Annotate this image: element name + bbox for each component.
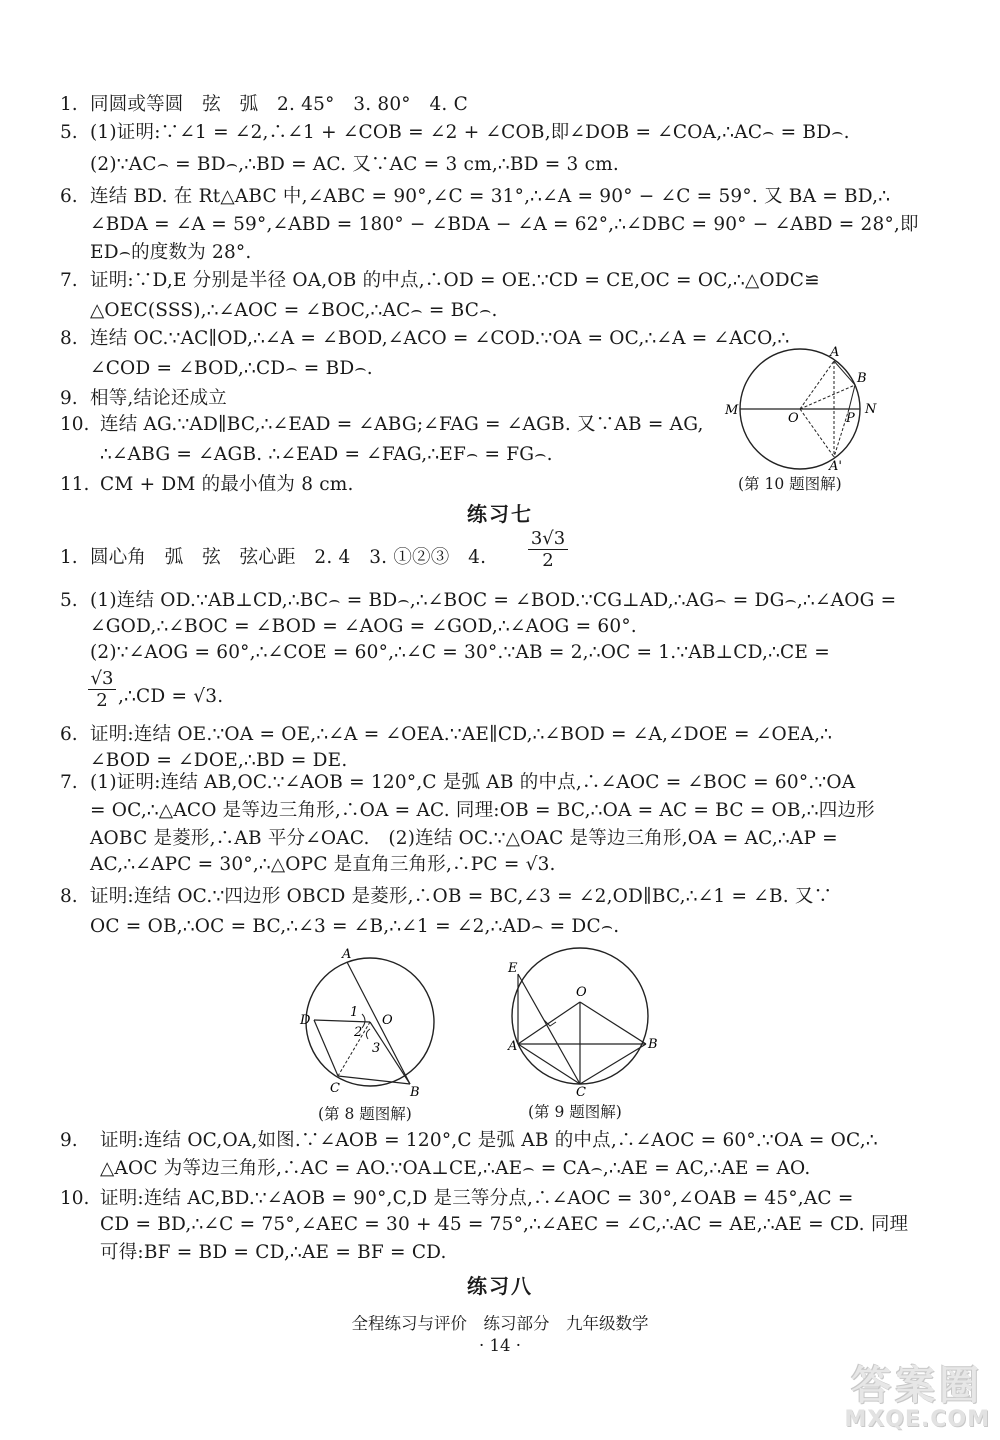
answer-line: AOBC 是菱形,∴AB 平分∠OAC. (2)连结 OC.∵△OAC 是等边三角形,OA = AC,∴AP =	[90, 828, 838, 849]
fraction-numerator: 3√3	[530, 528, 566, 549]
fraction-denominator: 2	[528, 549, 568, 571]
fraction-answer	[528, 528, 568, 571]
footer-book-title: 全程练习与评价 练习部分 九年级数学	[351, 1314, 649, 1333]
item-number: 5.	[60, 122, 78, 143]
item-number: 9.	[60, 388, 78, 409]
answer-line: 可得:BF = BD = CD,∴AE = BF = CD.	[100, 1242, 447, 1263]
item-number: 6.	[60, 186, 78, 207]
item-number: 1.	[60, 547, 78, 568]
fig9-label-c: C	[576, 1085, 586, 1100]
fig10-label-n: N	[865, 402, 877, 417]
answer-line: 连结 AG.∵AD∥BC,∴∠EAD = ∠ABG;∠FAG = ∠AGB. 又∵AB = AG,	[100, 414, 704, 435]
fig10-label-p: P	[846, 411, 855, 426]
watermark-url: MXQE.COM	[844, 1407, 990, 1432]
answer-line: (1)连结 OD.∵AB⊥CD,∴BC⌢ = BD⌢,∴∠BOC = ∠BOD.∵CG⊥AD,∴AG⌢ = DG⌢,∴∠AOG =	[90, 590, 897, 611]
fig9-label-b: B	[648, 1037, 658, 1052]
answer-line: 圆心角 弧 弦 弦心距 2. 4 3. ①②③ 4.	[90, 547, 487, 568]
figure-problem-10	[722, 340, 882, 480]
item-number: 7.	[60, 270, 78, 291]
answer-line: △OEC(SSS),∴∠AOC = ∠BOC,∴AC⌢ = BC⌢.	[90, 300, 498, 321]
fig8-label-2: 2	[354, 1025, 363, 1040]
fig10-label-m: M	[725, 403, 739, 418]
answer-line: CM + DM 的最小值为 8 cm.	[100, 474, 354, 495]
answer-line: CD = BD,∴∠C = 75°,∠AEC = 30 + 45 = 75°,∴∠AEC = ∠C,∴AC = AE,∴AE = CD. 同理	[100, 1214, 909, 1235]
answer-line: ,∴CD = √3.	[118, 686, 224, 707]
fig10-label-a: A	[830, 345, 840, 360]
answer-line: = OC,∴△ACO 是等边三角形,∴OA = AC. 同理:OB = BC,∴OA = AC = BC = OB,∴四边形	[90, 800, 875, 821]
answer-line: 证明:连结 OC,OA,如图.∵∠AOB = 120°,C 是弧 AB 的中点,∴∠AOC = 60°.∵OA = OC,∴	[100, 1130, 878, 1151]
answer-line: (2)∵AC⌢ = BD⌢,∴BD = AC. 又∵AC = 3 cm,∴BD = 3 cm.	[90, 154, 619, 175]
answer-line: 连结 BD. 在 Rt△ABC 中,∠ABC = 90°,∠C = 31°,∴∠A = 90° − ∠C = 59°. 又 BA = BD,∴	[90, 186, 891, 207]
fig10-label-b: B	[857, 371, 867, 386]
item-number: 8.	[60, 886, 78, 907]
fig8-label-d: D	[300, 1013, 311, 1028]
item-number: 11.	[60, 474, 90, 495]
answer-line: ED⌢的度数为 28°.	[90, 242, 252, 263]
fig8-label-1: 1	[350, 1005, 359, 1020]
answer-line: 相等,结论还成立	[90, 388, 227, 409]
answer-line: 同圆或等圆 弦 弧 2. 45° 3. 80° 4. C	[90, 94, 468, 115]
fig9-label-e: E	[508, 961, 518, 976]
answer-line: ∠BOD = ∠DOE,∴BD = DE.	[90, 750, 348, 771]
answer-line: 证明:∵D,E 分别是半径 OA,OB 的中点,∴OD = OE.∵CD = CE,OC = OC,∴△ODC≌	[90, 270, 820, 291]
item-number: 1.	[60, 94, 78, 115]
item-number: 8.	[60, 328, 78, 349]
watermark-logo-text: 答案圈	[851, 1363, 984, 1409]
figure-8-caption: (第 8 题图解)	[318, 1105, 412, 1123]
figure-problem-8	[292, 944, 442, 1099]
item-number: 10.	[60, 414, 90, 435]
fig8-label-c: C	[330, 1081, 340, 1096]
fig8-label-b: B	[410, 1085, 420, 1099]
item-number: 5.	[60, 590, 78, 611]
figure-9-caption: (第 9 题图解)	[528, 1103, 622, 1121]
fig9-label-o: O	[576, 985, 587, 1000]
figure-problem-9	[500, 940, 660, 1100]
fig10-label-o: O	[788, 411, 799, 426]
fig8-label-a: A	[342, 947, 352, 962]
item-number: 9.	[60, 1130, 78, 1151]
answer-line: ∴∠ABG = ∠AGB. ∴∠EAD = ∠FAG,∴EF⌢ = FG⌢.	[100, 444, 553, 465]
answer-line: OC = OB,∴OC = BC,∴∠3 = ∠B,∴∠1 = ∠2,∴AD⌢ = DC⌢.	[90, 916, 620, 937]
item-number: 7.	[60, 772, 78, 793]
fig10-label-a-prime: A'	[829, 459, 842, 474]
fig9-label-a: A	[508, 1039, 518, 1054]
answer-line: AC,∴∠APC = 30°,∴△OPC 是直角三角形,∴PC = √3.	[90, 854, 556, 875]
answer-line: ∠GOD,∴∠BOC = ∠BOD = ∠AOG = ∠GOD,∴∠AOG = 60°.	[90, 616, 637, 637]
answer-line: (1)证明:连结 AB,OC.∵∠AOB = 120°,C 是弧 AB 的中点,∴∠AOC = ∠BOC = 60°.∵OA	[90, 772, 856, 793]
answer-line: 证明:连结 AC,BD.∵∠AOB = 90°,C,D 是三等分点,∴∠AOC = 30°,∠OAB = 45°,AC =	[100, 1188, 854, 1209]
answer-line: 连结 OC.∵AC∥OD,∴∠A = ∠BOD,∠ACO = ∠COD.∵OA = OC,∴∠A = ∠ACO,∴	[90, 328, 790, 349]
section-title-7: 练习七	[467, 502, 533, 526]
page-number: · 14 ·	[479, 1336, 521, 1355]
item-number: 6.	[60, 724, 78, 745]
answer-line: 证明:连结 OC.∵四边形 OBCD 是菱形,∴OB = BC,∠3 = ∠2,OD∥BC,∴∠1 = ∠B. 又∵	[90, 886, 833, 907]
item-number: 10.	[60, 1188, 90, 1209]
fraction-denominator: 2	[88, 689, 116, 711]
fig8-label-3: 3	[372, 1041, 381, 1056]
answer-line: (2)∵∠AOG = 60°,∴∠COE = 60°,∴∠C = 30°.∵AB = 2,∴OC = 1.∵AB⊥CD,∴CE =	[90, 642, 830, 663]
watermark-logo	[844, 1354, 990, 1432]
answer-line: (1)证明:∵∠1 = ∠2,∴∠1 + ∠COB = ∠2 + ∠COB,即∠DOB = ∠COA,∴AC⌢ = BD⌢.	[90, 122, 850, 143]
answer-line: ∠COD = ∠BOD,∴CD⌢ = BD⌢.	[90, 358, 373, 379]
answer-line: ∠BDA = ∠A = 59°,∠ABD = 180° − ∠BDA − ∠A = 62°,∴∠DBC = 90° − ∠ABD = 28°,即	[90, 214, 919, 235]
answer-line: 证明:连结 OE.∵OA = OE,∴∠A = ∠OEA.∵AE∥CD,∴∠BOD = ∠A,∠DOE = ∠OEA,∴	[90, 724, 833, 745]
fraction-numerator: √3	[90, 668, 114, 689]
fraction-answer	[88, 668, 116, 711]
answer-line: △AOC 为等边三角形,∴AC = AO.∵OA⊥CE,∴AE⌢ = CA⌢,∴AE = AC,∴AE = AO.	[100, 1158, 811, 1179]
figure-10-caption: (第 10 题图解)	[738, 475, 842, 493]
fig8-label-o: O	[382, 1013, 393, 1028]
section-title-8: 练习八	[467, 1274, 533, 1298]
